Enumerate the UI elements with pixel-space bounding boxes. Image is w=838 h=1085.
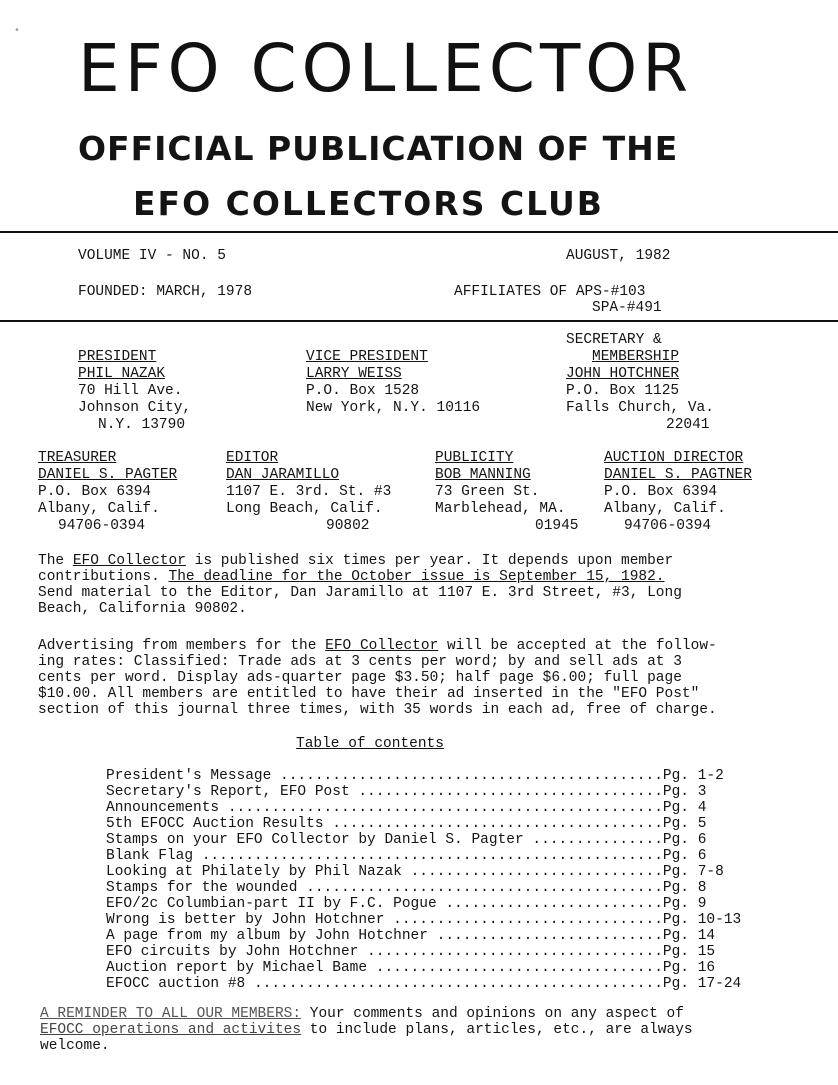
toc-entry	[106, 896, 741, 912]
toc-entry	[106, 832, 741, 848]
officer-address-line1: 73 Green St.	[435, 484, 540, 500]
toc-entry	[106, 880, 741, 896]
advertising-notice	[38, 638, 717, 718]
officer-address-line3: 94706-0394	[624, 518, 712, 534]
toc-entry	[106, 960, 741, 976]
officer-address-line1: 70 Hill Ave.	[78, 383, 183, 399]
issue-date: AUGUST, 1982	[566, 248, 671, 264]
officer-address-line3: N.Y. 13790	[98, 417, 186, 433]
founded-date: FOUNDED: MARCH, 1978	[78, 284, 253, 300]
officer-treasurer	[38, 450, 177, 535]
toc-entry-page: Pg. 16	[662, 960, 716, 976]
reminder-text: to include plans, articles, etc., are always	[301, 1022, 693, 1038]
toc-entry-title: Wrong is better by John Hotchner	[106, 912, 394, 928]
officer-address-line2: Marblehead, MA.	[435, 501, 566, 517]
officer-title: MEMBERSHIP	[592, 349, 680, 365]
officer-auction-director	[604, 450, 752, 535]
header-rule-bottom	[0, 320, 838, 322]
officer-president	[78, 332, 191, 434]
ad-text: will be accepted at the follow-	[438, 638, 717, 654]
toc-entry-title: EFOCC auction #8	[106, 976, 254, 992]
toc-entry-page: Pg. 4	[662, 800, 707, 816]
table-of-contents	[106, 768, 741, 992]
masthead-title: EFO COLLECTOR	[78, 30, 694, 107]
reminder-heading: A REMINDER TO ALL OUR MEMBERS:	[40, 1006, 302, 1022]
officer-address-line1: P.O. Box 6394	[604, 484, 718, 500]
reminder-text-underlined: EFOCC operations and activites	[40, 1022, 302, 1038]
toc-entry-page: Pg. 14	[662, 928, 716, 944]
toc-dot-leader: ...............	[532, 832, 663, 848]
officer-title: PUBLICITY	[435, 450, 514, 466]
deadline-notice: The deadline for the October issue is September 15, 1982.	[168, 569, 665, 585]
toc-entry-page: Pg. 17-24	[662, 976, 742, 992]
toc-entry	[106, 928, 741, 944]
toc-dot-leader: ...................................	[358, 784, 663, 800]
notice-text: Beach, California 90802.	[38, 601, 247, 617]
toc-entry	[106, 784, 741, 800]
toc-entry	[106, 944, 741, 960]
officer-name: JOHN HOTCHNER	[566, 366, 680, 382]
volume-number: VOLUME IV - NO. 5	[78, 248, 226, 264]
reminder-text: Your comments and opinions on any aspect of	[301, 1006, 684, 1022]
officer-address-line3: 90802	[326, 518, 370, 534]
officer-name: DANIEL S. PAGTNER	[604, 467, 752, 483]
toc-entry-page: Pg. 15	[662, 944, 716, 960]
officer-address-line2: Falls Church, Va.	[566, 400, 714, 416]
officer-address-line2: Albany, Calif.	[604, 501, 726, 517]
affiliates-spa: SPA-#491	[592, 300, 662, 316]
toc-dot-leader: ...............................	[393, 912, 663, 928]
officer-title: AUCTION DIRECTOR	[604, 450, 744, 466]
officer-address-line3: 94706-0394	[58, 518, 146, 534]
toc-entry-page: Pg. 3	[662, 784, 707, 800]
toc-entry-title: Blank Flag	[106, 848, 202, 864]
toc-entry-title: EFO circuits by John Hotchner	[106, 944, 368, 960]
toc-entry-title: Announcements	[106, 800, 228, 816]
toc-heading: Table of contents	[296, 736, 444, 752]
officer-title: PRESIDENT	[78, 349, 157, 365]
ad-text: cents per word. Display ads-quarter page $3.50; half page $6.00; full page	[38, 670, 682, 686]
toc-entry-title: 5th EFOCC Auction Results	[106, 816, 333, 832]
officer-editor	[226, 450, 391, 535]
officer-address-line1: P.O. Box 1528	[306, 383, 420, 399]
toc-dot-leader: ..........................	[436, 928, 663, 944]
affiliates-aps: AFFILIATES OF APS-#103	[454, 284, 646, 300]
notice-text: is published six times per year. It depends upon member	[185, 553, 674, 569]
masthead-subtitle-line2: EFO COLLECTORS CLUB	[133, 184, 604, 223]
masthead-subtitle-line1: OFFICIAL PUBLICATION OF THE	[78, 129, 679, 168]
toc-entry-page: Pg. 5	[662, 816, 707, 832]
officer-vice-president	[306, 332, 480, 434]
toc-entry	[106, 768, 741, 784]
toc-entry-page: Pg. 1-2	[662, 768, 724, 784]
officer-name: DANIEL S. PAGTER	[38, 467, 178, 483]
officer-title: TREASURER	[38, 450, 117, 466]
officer-title-line1	[78, 332, 191, 349]
officer-name: BOB MANNING	[435, 467, 531, 483]
toc-entry	[106, 848, 741, 864]
officer-address-line2: New York, N.Y. 10116	[306, 400, 481, 416]
toc-dot-leader: .....................................................	[201, 848, 663, 864]
toc-dot-leader: ..................................................	[227, 800, 663, 816]
toc-entry	[106, 816, 741, 832]
officer-name: DAN JARAMILLO	[226, 467, 340, 483]
officer-name: PHIL NAZAK	[78, 366, 166, 382]
toc-dot-leader: .........................	[445, 896, 663, 912]
toc-entry-page: Pg. 9	[662, 896, 707, 912]
toc-entry	[106, 976, 741, 992]
publication-notice	[38, 553, 682, 617]
toc-entry-page: Pg. 7-8	[662, 864, 724, 880]
officer-title: VICE PRESIDENT	[306, 349, 428, 365]
ad-text: ing rates: Classified: Trade ads at 3 cents per word; by and sell ads at 3	[38, 654, 682, 670]
officer-address-line3	[306, 417, 480, 434]
officer-publicity	[435, 450, 579, 535]
toc-entry-title: Secretary's Report, EFO Post	[106, 784, 359, 800]
corner-smudge: •	[14, 26, 21, 37]
toc-entry-title: EFO/2c Columbian-part II by F.C. Pogue	[106, 896, 446, 912]
toc-entry-page: Pg. 8	[662, 880, 707, 896]
toc-dot-leader: .........................................	[306, 880, 663, 896]
officer-name: LARRY WEISS	[306, 366, 402, 382]
toc-entry-title: Stamps for the wounded	[106, 880, 307, 896]
toc-entry-page: Pg. 6	[662, 832, 707, 848]
toc-entry	[106, 800, 741, 816]
toc-entry-title: Looking at Philately by Phil Nazak	[106, 864, 411, 880]
ad-text: section of this journal three times, with 35 words in each ad, free of charge.	[38, 702, 717, 718]
toc-dot-leader: ............................................	[280, 768, 663, 784]
notice-text: contributions.	[38, 569, 169, 585]
officer-address-line2: Albany, Calif.	[38, 501, 160, 517]
officer-title-line1: SECRETARY &	[566, 332, 662, 348]
toc-entry-title: A page from my album by John Hotchner	[106, 928, 437, 944]
journal-name: EFO Collector	[325, 638, 439, 654]
toc-dot-leader: .................................	[375, 960, 663, 976]
officer-title-line1	[306, 332, 480, 349]
reminder-text: welcome.	[40, 1038, 110, 1054]
officer-address-line1: P.O. Box 6394	[38, 484, 152, 500]
toc-entry-page: Pg. 10-13	[662, 912, 742, 928]
toc-dot-leader: ......................................	[332, 816, 663, 832]
toc-entry	[106, 864, 741, 880]
toc-entry	[106, 912, 741, 928]
toc-entry-page: Pg. 6	[662, 848, 707, 864]
notice-text: The	[38, 553, 73, 569]
officer-secretary	[566, 332, 714, 434]
officer-title: EDITOR	[226, 450, 279, 466]
toc-dot-leader: ..................................	[367, 944, 663, 960]
officer-address-line3: 22041	[666, 417, 710, 433]
member-reminder	[40, 1006, 693, 1054]
officer-address-line1: P.O. Box 1125	[566, 383, 680, 399]
toc-entry-title: Auction report by Michael Bame	[106, 960, 376, 976]
header-rule-top	[0, 231, 838, 233]
notice-text: Send material to the Editor, Dan Jaramillo at 1107 E. 3rd Street, #3, Long	[38, 585, 682, 601]
ad-text: Advertising from members for the	[38, 638, 326, 654]
toc-entry-title: President's Message	[106, 768, 281, 784]
officer-address-line1: 1107 E. 3rd. St. #3	[226, 484, 392, 500]
toc-entry-title: Stamps on your EFO Collector by Daniel S. Pagter	[106, 832, 533, 848]
officer-address-line2: Long Beach, Calif.	[226, 501, 383, 517]
officer-address-line2: Johnson City,	[78, 400, 192, 416]
journal-name: EFO Collector	[72, 553, 186, 569]
ad-text: $10.00. All members are entitled to have their ad inserted in the "EFO Post"	[38, 686, 700, 702]
toc-dot-leader: ...............................................	[253, 976, 663, 992]
toc-dot-leader: .............................	[410, 864, 663, 880]
officer-address-line3: 01945	[535, 518, 579, 534]
